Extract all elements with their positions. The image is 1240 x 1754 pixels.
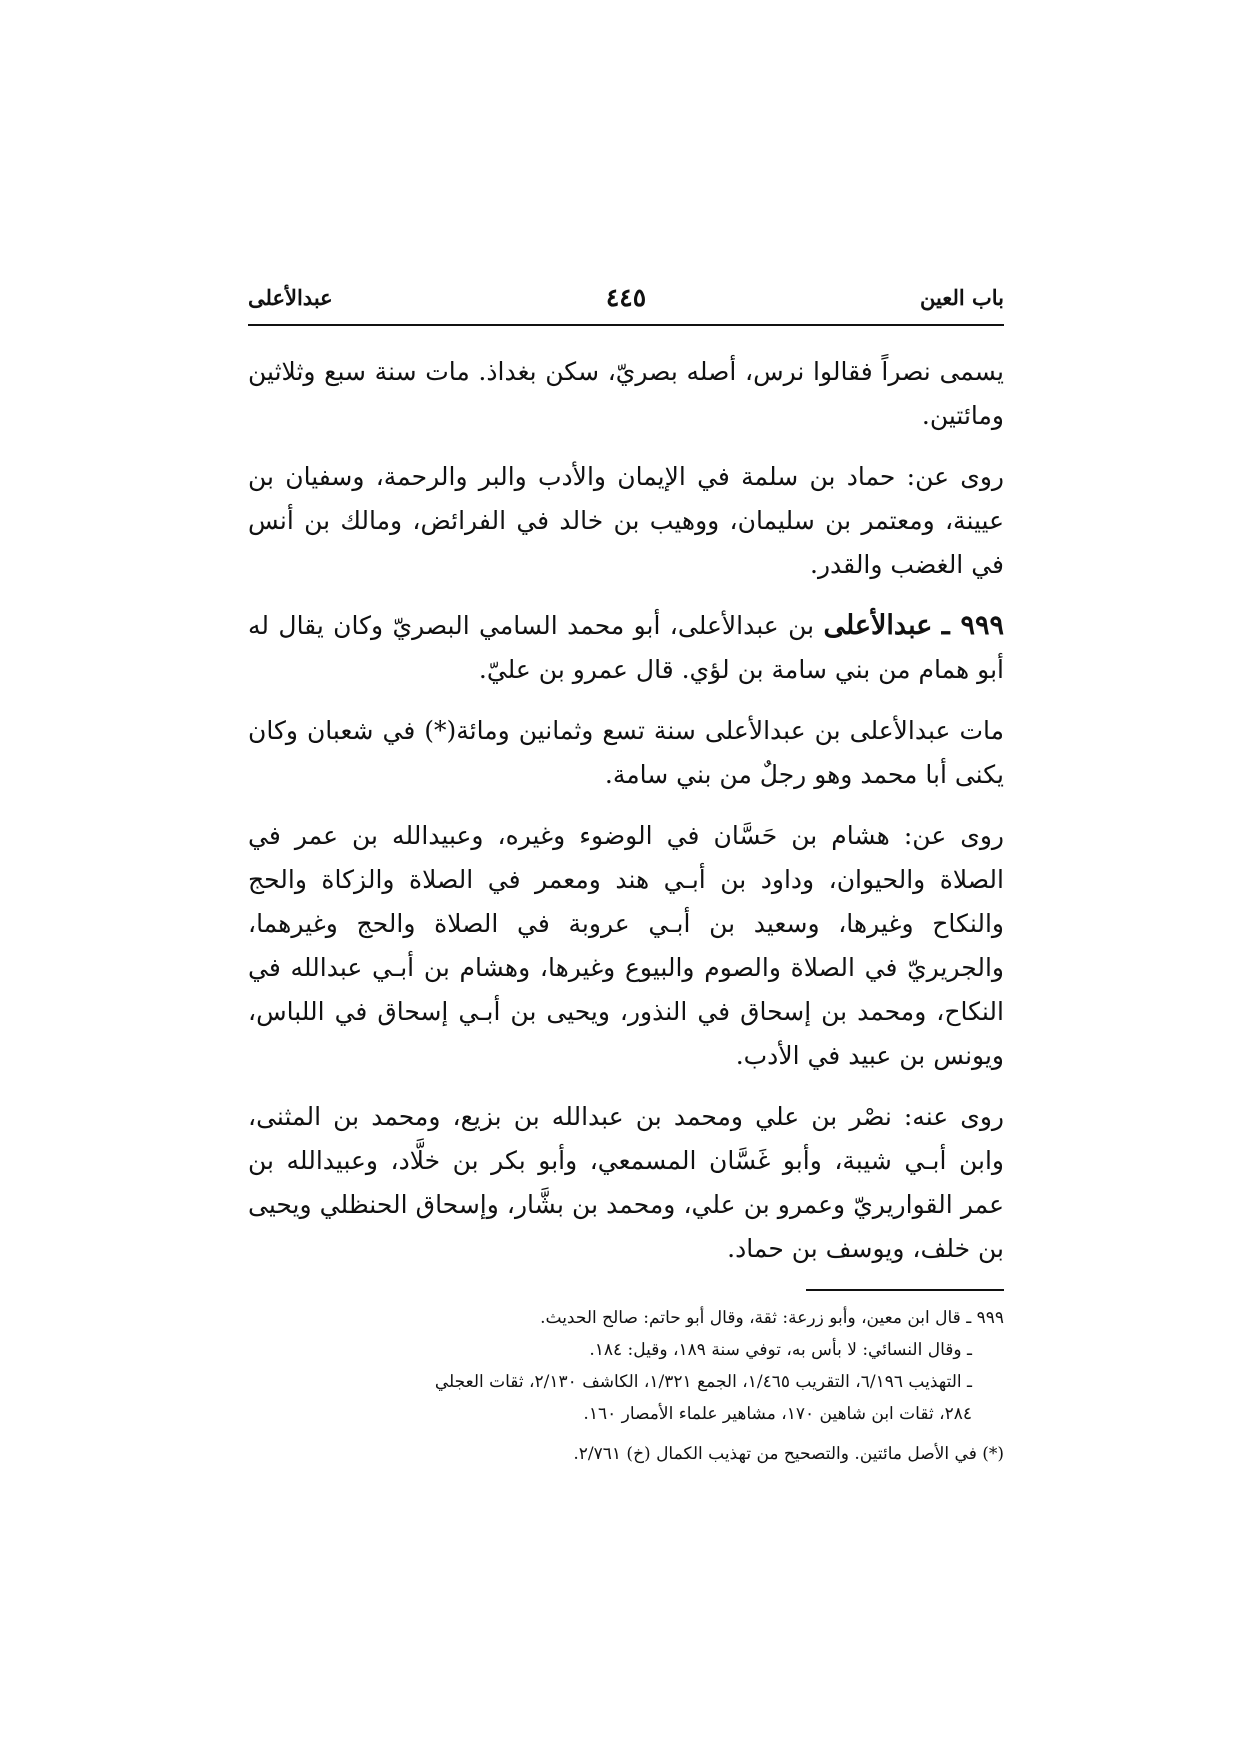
paragraph-teachers: روى عن: هشام بن حَسَّان في الوضوء وغيره، وعبيدالله بن عمر في الصلاة والحيوان، وداود بن أبـي هند ومعمر في الصلاة والزكاة والحج والنكاح وغيرها، وسعيد بن أبـي عروبة في الصلاة والحج وغيرهما، والجريريّ في الصلاة والصوم والبيوع وغيرها، وهشام بن أبـي عبدالله في النكاح، ومحمد بن إسحاق في النذور، ويحيى بن أبـي إسحاق في اللباس، ويونس بن عبيد في الأدب. [248, 821, 1004, 1070]
main-text [248, 350, 1004, 1288]
running-head-entry: عبدالأعلى [248, 285, 333, 310]
page-header [248, 283, 1004, 325]
page-number: ٤٤٥ [605, 283, 647, 312]
entry-description: بن عبدالأعلى، أبو محمد السامي البصريّ وكان يقال له أبو همام من بني سامة بن لؤي. قال عمرو بن عليّ. [248, 611, 1004, 684]
entry-number: ٩٩٩ ـ [941, 610, 1004, 641]
section-title: باب العين [919, 285, 1004, 310]
footnote-line: ـ وقال النسائي: لا بأس به، توفي سنة ١٨٩، وقيل: ١٨٤. [589, 1340, 972, 1360]
footnote-line: ـ التهذيب ٦/١٩٦، التقريب ١/٤٦٥، الجمع ١/٣٢١، الكاشف ٢/١٣٠، ثقات العجلي [434, 1372, 972, 1392]
entry-heading-paragraph [248, 604, 1004, 692]
footnote-line: ٢٨٤، ثقات ابن شاهين ١٧٠، مشاهير علماء الأمصار ١٦٠. [583, 1404, 972, 1424]
entry-name: عبدالأعلى [823, 610, 933, 641]
paragraph-narrated-from: روى عن: حماد بن سلمة في الإيمان والأدب والبر والرحمة، وسفيان بن عيينة، ومعتمر بن سليمان، ووهيب بن خالد في الفرائض، ومالك بن أنس في الغضب والقدر. [248, 462, 1004, 579]
footnote-rule [806, 1289, 1004, 1291]
paragraph-death-note: يسمى نصراً فقالوا نرس، أصله بصريّ، سكن بغداذ. مات سنة سبع وثلاثين ومائتين. [248, 357, 1004, 430]
footnotes [248, 1302, 1004, 1470]
header-rule [248, 324, 1004, 326]
paragraph-students: روى عنه: نصْر بن علي ومحمد بن عبدالله بن بزيع، ومحمد بن المثنى، وابن أبـي شيبة، وأبو غَسَّان المسمعي، وأبو بكر بن خلَّاد، وعبيدالله بن عمر القواريريّ وعمرو بن علي، ومحمد بن بشَّار، وإسحاق الحنظلي ويحيى بن خلف، ويوسف بن حماد. [248, 1102, 1004, 1263]
footnote-line: ٩٩٩ ـ قال ابن معين، وأبو زرعة: ثقة، وقال أبو حاتم: صالح الحديث. [540, 1308, 1004, 1328]
footnote-asterisk: (*) في الأصل مائتين. والتصحيح من تهذيب الكمال (خ) ٢/٧٦١. [573, 1444, 1004, 1464]
paragraph-death-date: مات عبدالأعلى بن عبدالأعلى سنة تسع وثمانين ومائة(*) في شعبان وكان يكنى أبا محمد وهو رجلٌ من بني سامة. [248, 716, 1004, 789]
